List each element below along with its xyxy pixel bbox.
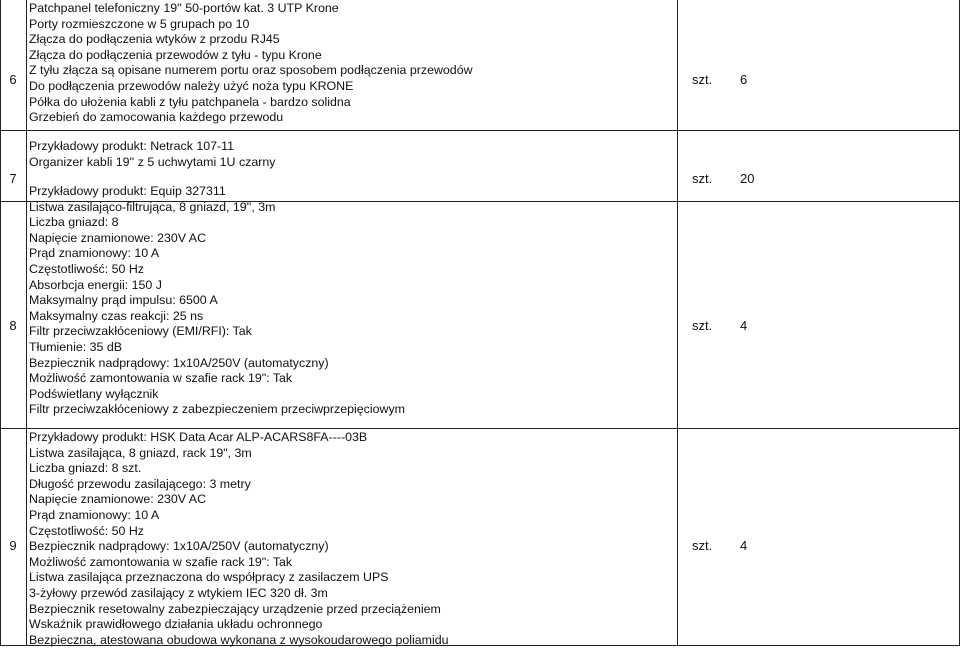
description-line: Przykładowy produkt: Equip 327311 [29,184,226,198]
quantity-value: 4 [740,538,748,553]
description-line: Możliwość zamontowania w szafie rack 19": Tak [29,371,293,386]
description-line: 3-żyłowy przewód zasilający z wtykiem IEC 320 dł. 3m [29,585,328,600]
description-line: Wskaźnik prawidłowego działania układu ochronnego [29,617,323,632]
description-line: Długość przewodu zasilającego: 3 metry [29,476,251,491]
item-description [29,430,673,648]
description-line: Patchpanel telefoniczny 19'' 50-portów kat. 3 UTP Krone [29,1,339,15]
item-description [29,184,673,418]
description-line: Prąd znamionowy: 10 A [29,246,160,261]
row-number: 6 [9,72,17,87]
description-line: Bezpiecznik nadprądowy: 1x10A/250V (automatyczny) [29,539,329,554]
description-line: Przykładowy produkt: Netrack 107-11 [29,139,234,153]
unit-label: szt. [692,171,713,186]
description-line: Absorbcja energii: 150 J [29,277,162,292]
description-line: Maksymalny czas reakcji: 25 ns [29,308,204,323]
description-line: Napięcie znamionowe: 230V AC [29,492,207,507]
description-line: Tłumienie: 35 dB [29,339,122,354]
quantity-value: 20 [740,171,755,186]
description-line: Liczba gniazd: 8 [29,215,119,230]
description-line: Filtr przeciwzakłóceniowy (EMI/RFI): Tak [29,324,252,339]
description-line: Złącza do podłączenia wtyków z przodu RJ45 [29,32,280,47]
row-number: 7 [9,171,17,186]
description-line: Bezpiecznik resetowalny zabezpieczający urządzenie przed przeciążeniem [29,601,441,616]
description-line: Napięcie znamionowe: 230V AC [29,230,207,245]
row-border [0,130,960,131]
description-line: Bezpieczna, atestowana obudowa wykonana z wysokoudarowego poliamidu [29,632,449,647]
quantity-value: 4 [740,318,748,333]
description-line: Listwa zasilająca przeznaczona do współpracy z zasilaczem UPS [29,570,389,585]
unit-label: szt. [692,72,713,87]
row-border [0,428,960,429]
description-line: Prąd znamionowy: 10 A [29,507,160,522]
description-line: Listwa zasilająco-filtrująca, 8 gniazd, 19'', 3m [29,199,276,214]
description-line: Listwa zasilająca, 8 gniazd, rack 19", 3m [29,445,252,460]
item-description [29,139,673,170]
description-line: Podświetlany wyłącznik [29,386,159,401]
description-line: Grzebień do zamocowania każdego przewodu [29,110,284,125]
description-line: Do podłączenia przewodów należy użyć noża typu KRONE [29,78,354,93]
row-number: 9 [9,538,17,553]
description-line: Możliwość zamontowania w szafie rack 19": Tak [29,554,293,569]
description-line: Liczba gniazd: 8 szt. [29,461,142,476]
description-line: Bezpiecznik nadprądowy: 1x10A/250V (automatyczny) [29,355,329,370]
description-line: Filtr przeciwzakłóceniowy z zabezpieczeniem przeciwprzepięciowym [29,402,405,417]
description-line: Porty rozmieszczone w 5 grupach po 10 [29,16,250,31]
description-line: Półka do ułożenia kabli z tyłu patchpanela - bardzo solidna [29,94,351,109]
row-number: 8 [9,318,17,333]
description-line: Przykładowy produkt: HSK Data Acar ALP-ACARS8FA----03B [29,430,368,444]
description-line: Złącza do podłączenia przewodów z tyłu - typu Krone [29,47,322,62]
description-line: Organizer kabli 19'' z 5 uchwytami 1U czarny [29,154,276,169]
quantity-value: 6 [740,72,748,87]
unit-label: szt. [692,318,713,333]
item-description [29,1,673,126]
unit-label: szt. [692,538,713,553]
column-border [26,0,27,646]
description-line: Z tyłu złącza są opisane numerem portu oraz sposobem podłączenia przewodów [29,63,473,78]
description-line: Maksymalny prąd impulsu: 6500 A [29,293,218,308]
description-line: Częstotliwość: 50 Hz [29,523,144,538]
column-border [677,0,678,646]
description-line: Częstotliwość: 50 Hz [29,261,144,276]
